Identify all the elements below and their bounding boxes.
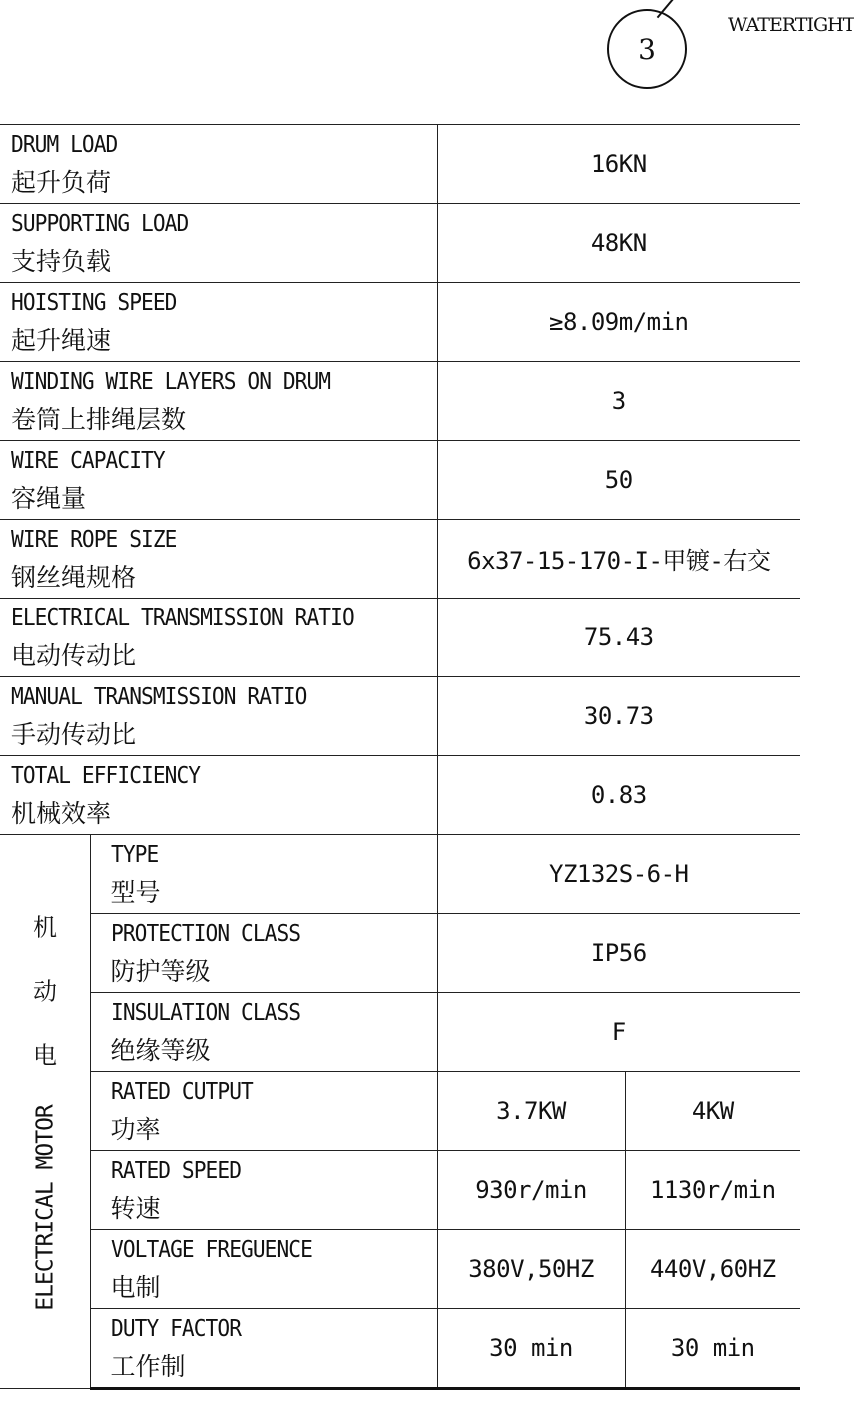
label-zh: 支持负载 bbox=[11, 246, 112, 276]
spec-row-manual-ratio bbox=[0, 677, 800, 756]
motor-value: YZ132S-6-H bbox=[437, 835, 800, 914]
label-en: DUTY FACTOR bbox=[110, 1315, 241, 1342]
motor-value-1: 30 min bbox=[437, 1308, 625, 1388]
motor-row-output bbox=[0, 1072, 800, 1151]
label-en: TYPE bbox=[110, 842, 158, 869]
label-zh: 型号 bbox=[110, 878, 161, 908]
motor-section-zh bbox=[27, 913, 62, 1070]
spec-label bbox=[0, 677, 437, 756]
motor-row-protection bbox=[0, 914, 800, 993]
balloon-number: 3 bbox=[638, 32, 656, 66]
label-zh: 钢丝绳规格 bbox=[11, 562, 137, 592]
spec-value: ≥8.09m/min bbox=[437, 282, 800, 361]
label-zh: 绝缘等级 bbox=[110, 1036, 211, 1066]
label-en: HOISTING SPEED bbox=[11, 289, 177, 316]
spec-row-wire-rope-size bbox=[0, 519, 800, 598]
motor-value-2: 1130r/min bbox=[625, 1150, 800, 1229]
spec-value: 75.43 bbox=[437, 598, 800, 677]
label-en: SUPPORTING LOAD bbox=[11, 210, 189, 237]
spec-value: 0.83 bbox=[437, 756, 800, 835]
label-zh: 起升绳速 bbox=[11, 325, 112, 355]
callout-label: WATERTIGHT bbox=[728, 14, 854, 36]
motor-value: F bbox=[437, 993, 800, 1072]
spec-row-electrical-ratio bbox=[0, 598, 800, 677]
spec-table bbox=[0, 124, 800, 1390]
label-zh: 卷筒上排绳层数 bbox=[11, 404, 187, 434]
spec-label bbox=[0, 440, 437, 519]
label-en: WIRE ROPE SIZE bbox=[11, 526, 177, 553]
label-zh: 防护等级 bbox=[110, 957, 211, 987]
spec-value: 16KN bbox=[437, 125, 800, 204]
label-zh: 机械效率 bbox=[11, 799, 112, 829]
motor-value-2: 4KW bbox=[625, 1072, 800, 1151]
label-en: WIRE CAPACITY bbox=[11, 447, 165, 474]
spec-value: 6x37-15-170-I-甲镀-右交 bbox=[437, 519, 800, 598]
label-zh: 手动传动比 bbox=[11, 720, 137, 750]
motor-row-insulation bbox=[0, 993, 800, 1072]
label-en: ELECTRICAL TRANSMISSION RATIO bbox=[11, 605, 354, 632]
label-en: RATED SPEED bbox=[110, 1157, 241, 1184]
motor-label bbox=[90, 1308, 437, 1388]
label-zh: 电制 bbox=[110, 1272, 161, 1302]
motor-label bbox=[90, 914, 437, 993]
label-en: TOTAL EFFICIENCY bbox=[11, 763, 201, 790]
spec-value: 50 bbox=[437, 440, 800, 519]
label-en: PROTECTION CLASS bbox=[110, 921, 300, 948]
motor-row-duty bbox=[0, 1308, 800, 1388]
spec-value: 48KN bbox=[437, 203, 800, 282]
spec-value: 3 bbox=[437, 361, 800, 440]
label-en: DRUM LOAD bbox=[11, 131, 118, 158]
item-balloon bbox=[607, 9, 687, 89]
motor-value-1: 930r/min bbox=[437, 1150, 625, 1229]
motor-section-zh-char: 动 bbox=[32, 977, 57, 1006]
spec-row-winding-layers bbox=[0, 361, 800, 440]
spec-label bbox=[0, 203, 437, 282]
spec-label bbox=[0, 282, 437, 361]
motor-label bbox=[90, 835, 437, 914]
label-zh: 容绳量 bbox=[11, 483, 87, 513]
spec-label bbox=[0, 598, 437, 677]
motor-row-speed bbox=[0, 1150, 800, 1229]
label-zh: 电动传动比 bbox=[11, 641, 137, 671]
motor-value-1: 3.7KW bbox=[437, 1072, 625, 1151]
label-zh: 起升负荷 bbox=[11, 167, 112, 197]
label-en: VOLTAGE FREGUENCE bbox=[110, 1236, 312, 1263]
spec-label bbox=[0, 361, 437, 440]
spec-row-supporting-load bbox=[0, 203, 800, 282]
spec-row-hoisting-speed bbox=[0, 282, 800, 361]
motor-value-2: 440V,60HZ bbox=[625, 1229, 800, 1308]
motor-value-1: 380V,50HZ bbox=[437, 1229, 625, 1308]
motor-row-voltage bbox=[0, 1229, 800, 1308]
spec-value: 30.73 bbox=[437, 677, 800, 756]
spec-row-drum-load bbox=[0, 125, 800, 204]
label-zh: 转速 bbox=[110, 1193, 161, 1223]
spec-row-total-efficiency bbox=[0, 756, 800, 835]
motor-value: IP56 bbox=[437, 914, 800, 993]
motor-value-2: 30 min bbox=[625, 1308, 800, 1388]
label-en: WINDING WIRE LAYERS ON DRUM bbox=[11, 368, 331, 395]
label-zh: 功率 bbox=[110, 1115, 161, 1145]
label-en: MANUAL TRANSMISSION RATIO bbox=[11, 684, 307, 711]
motor-section-label bbox=[0, 835, 90, 1389]
motor-section-en: ELECTRICAL MOTOR bbox=[31, 1104, 58, 1311]
label-en: INSULATION CLASS bbox=[110, 1000, 300, 1027]
spec-label bbox=[0, 519, 437, 598]
label-en: RATED CUTPUT bbox=[110, 1079, 253, 1106]
motor-label bbox=[90, 1150, 437, 1229]
motor-label bbox=[90, 1229, 437, 1308]
spec-label bbox=[0, 125, 437, 204]
motor-row-type bbox=[0, 835, 800, 914]
motor-section-zh-char: 机 bbox=[32, 913, 57, 942]
motor-label bbox=[90, 1072, 437, 1151]
motor-section-zh-char: 电 bbox=[32, 1041, 57, 1070]
label-zh: 工作制 bbox=[110, 1351, 186, 1381]
spec-row-wire-capacity bbox=[0, 440, 800, 519]
motor-label bbox=[90, 993, 437, 1072]
spec-label bbox=[0, 756, 437, 835]
